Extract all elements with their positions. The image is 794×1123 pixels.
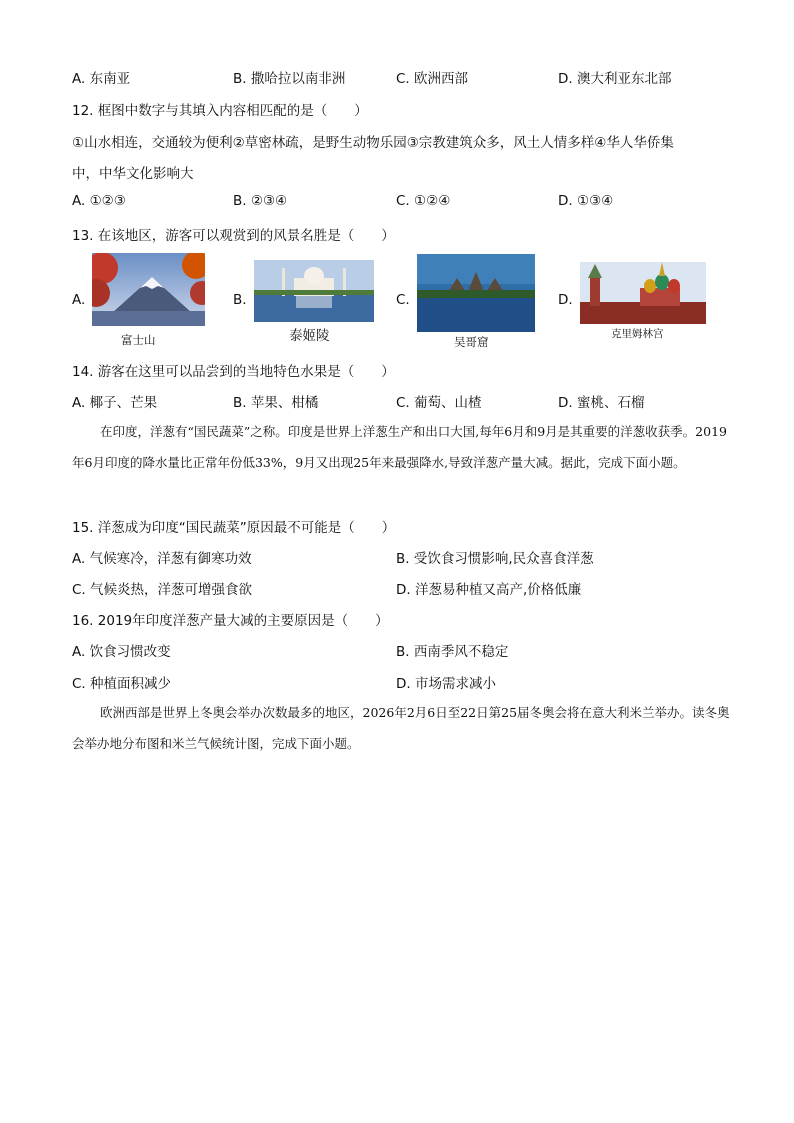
q15-stem: 15. 洋葱成为印度“国民蔬菜”原因最不可能是（ ） (72, 520, 396, 536)
q13-letter-c: C. (396, 292, 410, 308)
mount-fuji-photo (92, 253, 205, 326)
q16-option-d: D. 市场需求减小 (396, 676, 496, 692)
q16-option-b: B. 西南季风不稳定 (396, 644, 509, 660)
q12-stem: 12. 框图中数字与其填入内容相匹配的是（ ） (72, 103, 368, 119)
q12-option-c: C. ①②④ (396, 193, 451, 209)
q16-option-a: A. 饮食习惯改变 (72, 644, 171, 660)
q16-stem: 16. 2019年印度洋葱产量大减的主要原因是（ ） (72, 613, 389, 629)
angkor-wat-photo (417, 254, 535, 332)
q13-stem: 13. 在该地区，游客可以观赏到的风景名胜是（ ） (72, 228, 395, 244)
q13-caption-taj: 泰姬陵 (289, 328, 330, 344)
q14-option-d: D. 蜜桃、石榴 (558, 395, 645, 411)
q15-option-d: D. 洋葱易种植又高产,价格低廉 (396, 582, 582, 598)
q12-option-b: B. ②③④ (233, 193, 288, 209)
q13-letter-d: D. (558, 292, 573, 308)
q13-letter-a: A. (72, 292, 86, 308)
q12-option-a: A. ①②③ (72, 193, 126, 209)
q13-letter-b: B. (233, 292, 247, 308)
q13-caption-angkor: 吴哥窟 (454, 335, 489, 349)
q12-option-d: D. ①③④ (558, 193, 614, 209)
q14-stem: 14. 游客在这里可以品尝到的当地特色水果是（ ） (72, 364, 395, 380)
q12-statements-line1: ①山水相连，交通较为便利②草密林疏，是野生动物乐园③宗教建筑众多，风土人情多样④华人华侨集 (72, 135, 674, 151)
q14-option-b: B. 苹果、柑橘 (233, 395, 319, 411)
q11-option-d: D. 澳大利亚东北部 (558, 71, 672, 87)
q13-caption-kremlin: 克里姆林宫 (611, 328, 664, 340)
q15-option-c: C. 气候炎热，洋葱可增强食欲 (72, 582, 253, 598)
q16-option-c: C. 种植面积减少 (72, 676, 172, 692)
q13-caption-fuji: 富士山 (121, 333, 156, 347)
taj-mahal-photo (254, 260, 374, 322)
q11-option-b: B. 撒哈拉以南非洲 (233, 71, 346, 87)
q11-option-a: A. 东南亚 (72, 71, 131, 87)
passage-winter-olympics: 欧洲西部是世界上冬奥会举办次数最多的地区，2026年2月6日至22日第25届冬奥会将在意大利米兰举办。读冬奥会举办地分布图和米兰气候统计图，完成下面小题。 (72, 705, 730, 751)
passage-india-onion: 在印度，洋葱有“国民蔬菜”之称。印度是世界上洋葱生产和出口大国,每年6月和9月是其重要的洋葱收获季。2019年6月印度的降水量比正常年份低33%，9月又出现25年来最强降水,导致洋葱产量大减。据此，完成下面小题。 (72, 424, 727, 470)
kremlin-photo (580, 262, 706, 324)
q11-option-c: C. 欧洲西部 (396, 71, 469, 87)
q15-option-a: A. 气候寒冷，洋葱有御寒功效 (72, 551, 252, 567)
q14-option-c: C. 葡萄、山楂 (396, 395, 482, 411)
q12-statements-line2: 中，中华文化影响大 (72, 166, 194, 182)
q15-option-b: B. 受饮食习惯影响,民众喜食洋葱 (396, 551, 594, 567)
q14-option-a: A. 椰子、芒果 (72, 395, 158, 411)
